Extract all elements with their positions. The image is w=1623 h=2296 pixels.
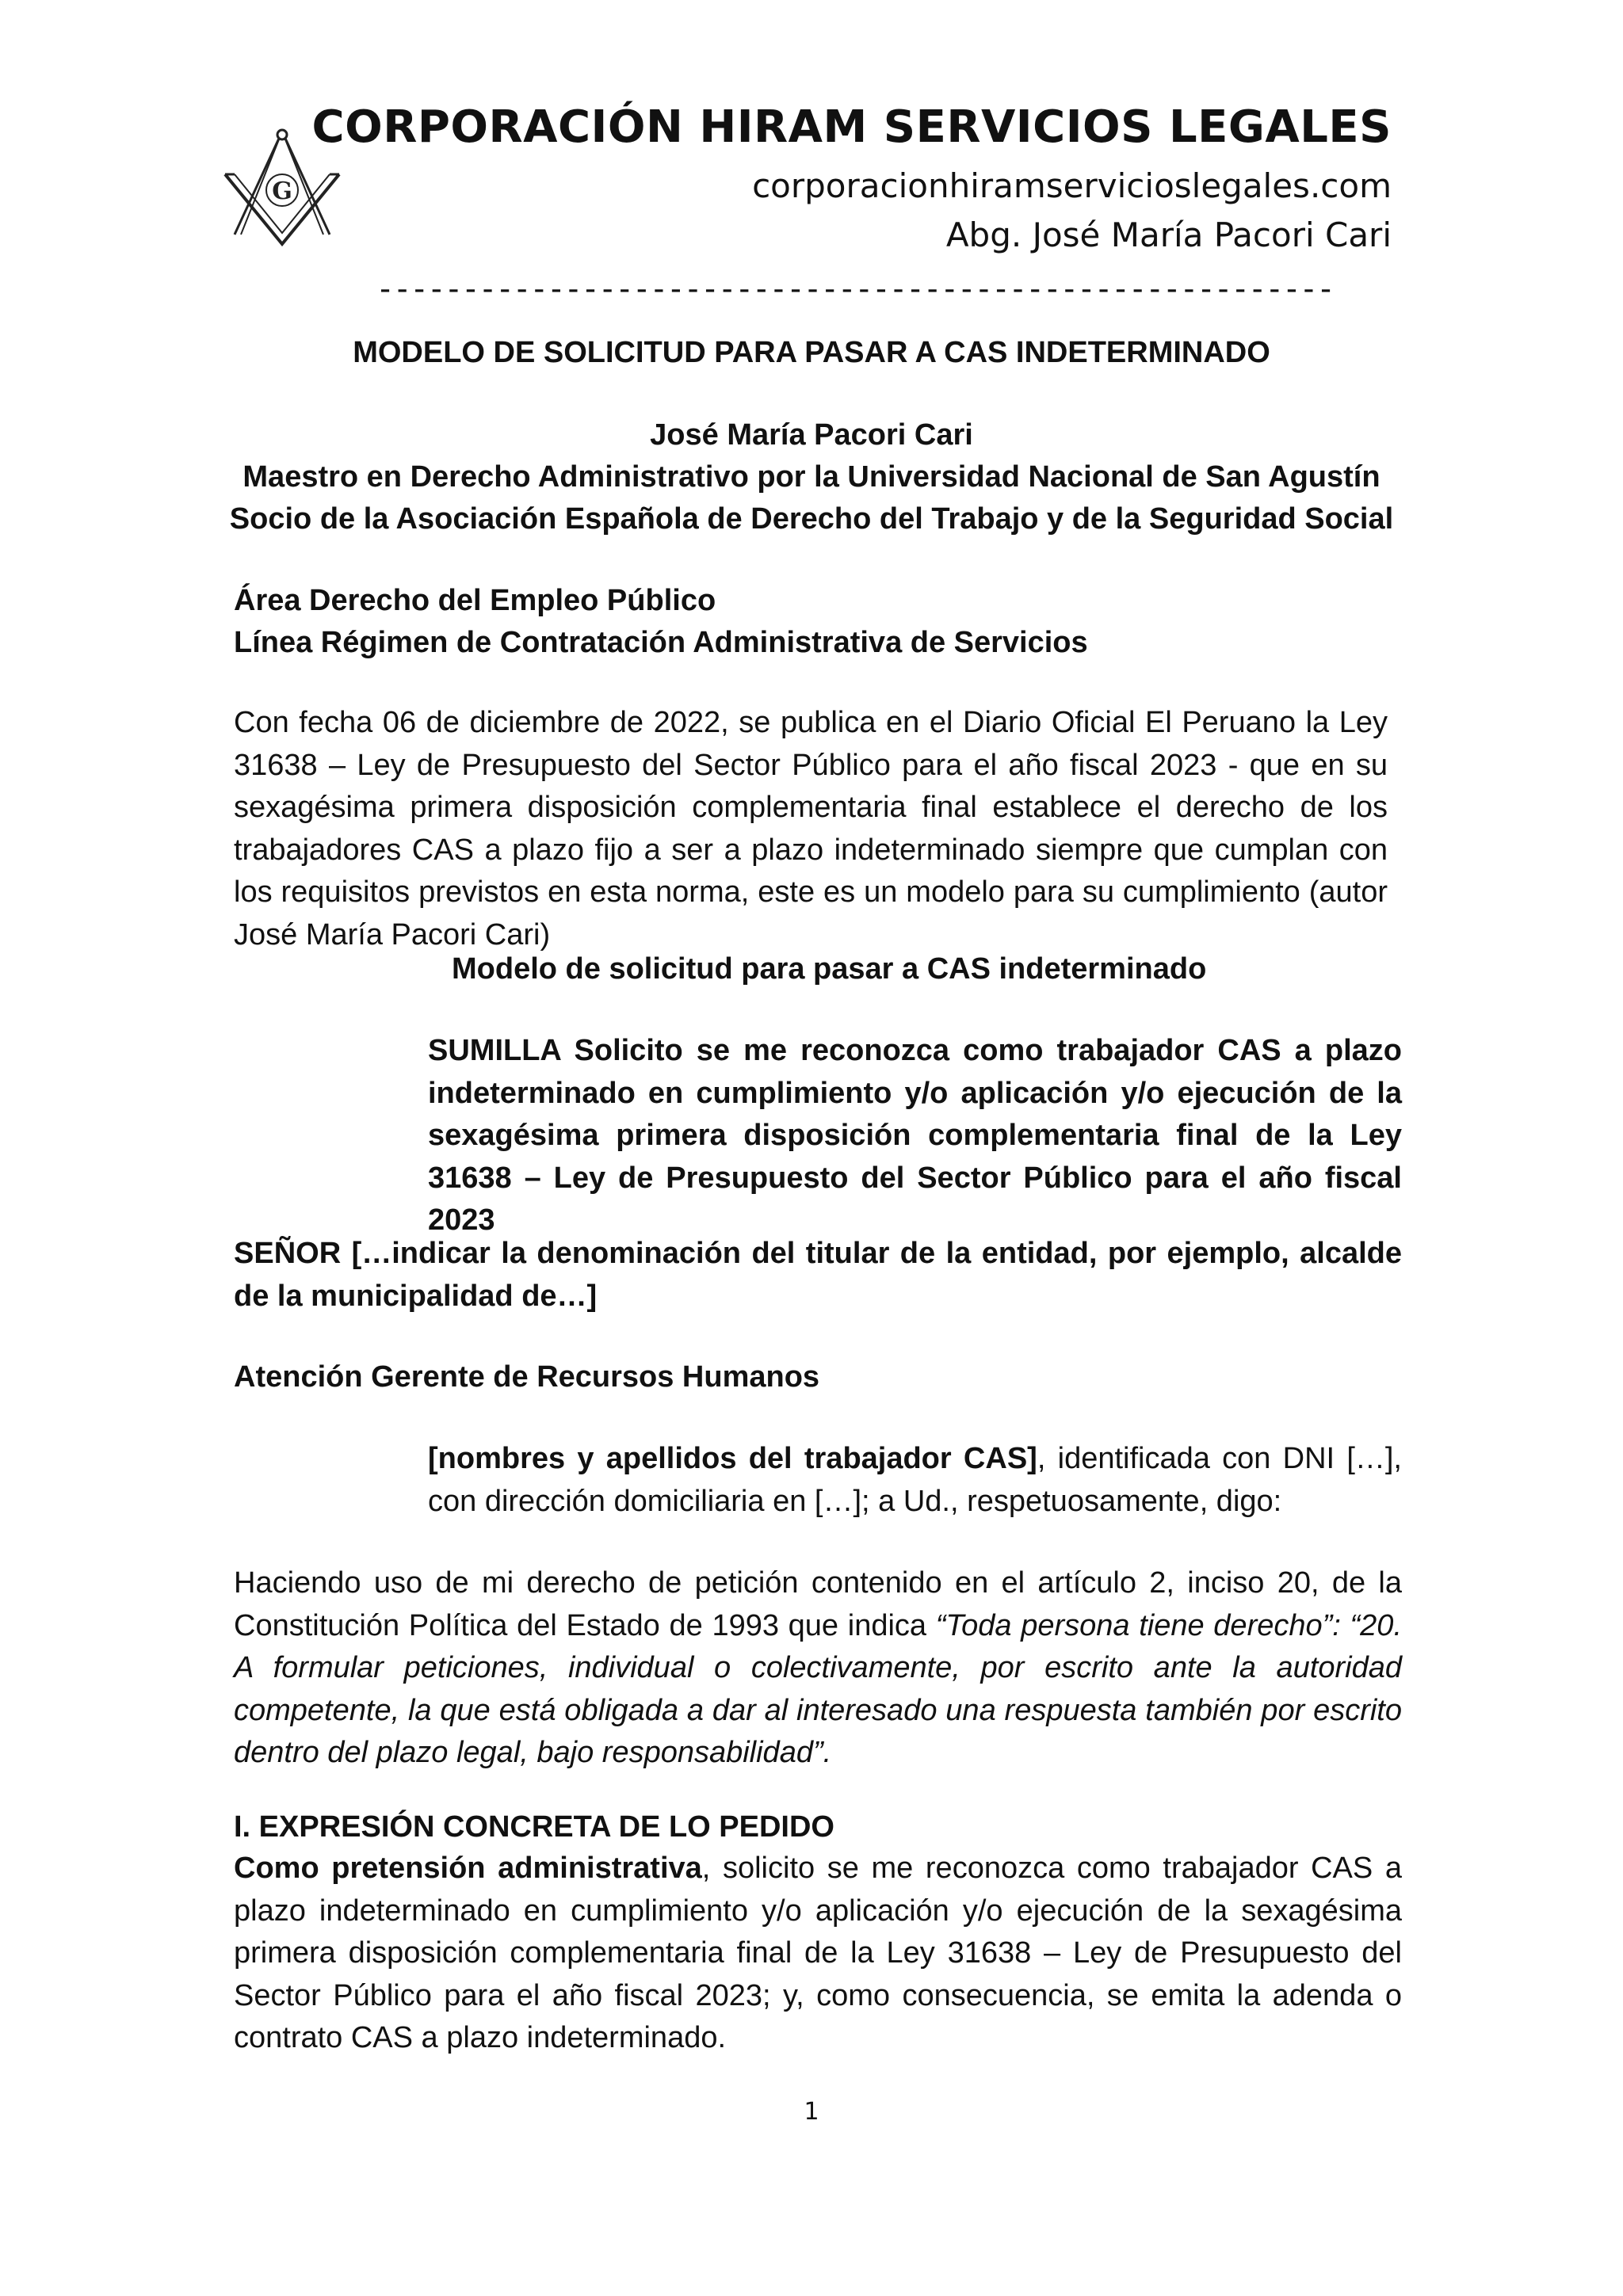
company-name: CORPORACIÓN HIRAM SERVICIOS LEGALES bbox=[311, 101, 1392, 153]
addressee-paragraph: SEÑOR […indicar la denominación del titular de la entidad, por ejemplo, alcalde de la municipalidad de…] bbox=[234, 1237, 1402, 1313]
section-1-title: I. EXPRESIÓN CONCRETA DE LO PEDIDO bbox=[234, 1810, 834, 1844]
worker-name-placeholder: [nombres y apellidos del trabajador CAS] bbox=[428, 1442, 1037, 1475]
logo-letter: G bbox=[272, 177, 292, 205]
worker-details: , identificada con DNI […], con dirección domiciliaria en […]; a Ud., respetuosamente, digo: bbox=[428, 1442, 1402, 1518]
section-1-paragraph bbox=[234, 1848, 1402, 2060]
attention-line: Atención Gerente de Recursos Humanos bbox=[234, 1360, 820, 1394]
section-1-text: , solicito se me reconozca como trabajador CAS a plazo indeterminado en cumplimiento y/o aplicación y/o ejecución de la sexagésima primera disposición complementaria final de la Ley 31638 – Ley de Presupuesto del Sector Público para el año fiscal 2023; y, como consecuencia, se emita la adenda o contrato CAS a plazo indeterminado. bbox=[234, 1852, 1403, 2054]
section-1-lead: Como pretensión administrativa bbox=[234, 1852, 702, 1885]
document-title: MODELO DE SOLICITUD PARA PASAR A CAS INDETERMINADO bbox=[353, 336, 1270, 369]
page-number: 1 bbox=[804, 2098, 819, 2126]
line-label: Línea Régimen de Contratación Administrativa de Servicios bbox=[234, 626, 1088, 659]
author-name: José María Pacori Cari bbox=[650, 418, 973, 452]
author-degree: Maestro en Derecho Administrativo por la Universidad Nacional de San Agustín bbox=[242, 460, 1381, 494]
worker-paragraph bbox=[428, 1438, 1402, 1523]
petition-text: Haciendo uso de mi derecho de petición contenido en el artículo 2, inciso 20, de la Constitución Política del Estado de 1993 que indica bbox=[234, 1566, 1402, 1642]
area-label: Área Derecho del Empleo Público bbox=[234, 584, 716, 617]
author-membership: Socio de la Asociación Española de Derecho del Trabajo y de la Seguridad Social bbox=[229, 502, 1394, 536]
model-heading: Modelo de solicitud para pasar a CAS indeterminado bbox=[452, 952, 1207, 986]
header-dashed-rule: -------------------------------------------------------- bbox=[376, 273, 1334, 305]
sumilla-paragraph: SUMILLA Solicito se me reconozca como trabajador CAS a plazo indeterminado en cumplimiento y/o aplicación y/o ejecución de la sexagésima primera disposición complementaria final de la Ley 31638 – Ley de Presupuesto del Sector Público para el año fiscal 2023 bbox=[428, 1034, 1402, 1237]
petition-paragraph bbox=[234, 1562, 1402, 1775]
company-website: corporacionhiramservicioslegales.com bbox=[752, 166, 1392, 205]
intro-paragraph: Con fecha 06 de diciembre de 2022, se publica en el Diario Oficial El Peruano la Ley 31638 – Ley de Presupuesto del Sector Público para el año fiscal 2023 - que en su sexagésima primera disposición complementaria final establece el derecho de los trabajadores CAS a plazo fijo a ser a plazo indeterminado siempre que cumplan con los requisitos previstos en esta norma, este es un modelo para su cumplimiento (autor José María Pacori Cari) bbox=[234, 706, 1388, 952]
header-author: Abg. José María Pacori Cari bbox=[945, 215, 1392, 254]
constitution-quote: “Toda persona tiene derecho”: “20. A formular peticiones, individual o colectivamente, por escrito ante la autoridad competente, la que está obligada a dar al interesado una respuesta también por escrito dentro del plazo legal, bajo responsabilidad”. bbox=[234, 1608, 1402, 1769]
